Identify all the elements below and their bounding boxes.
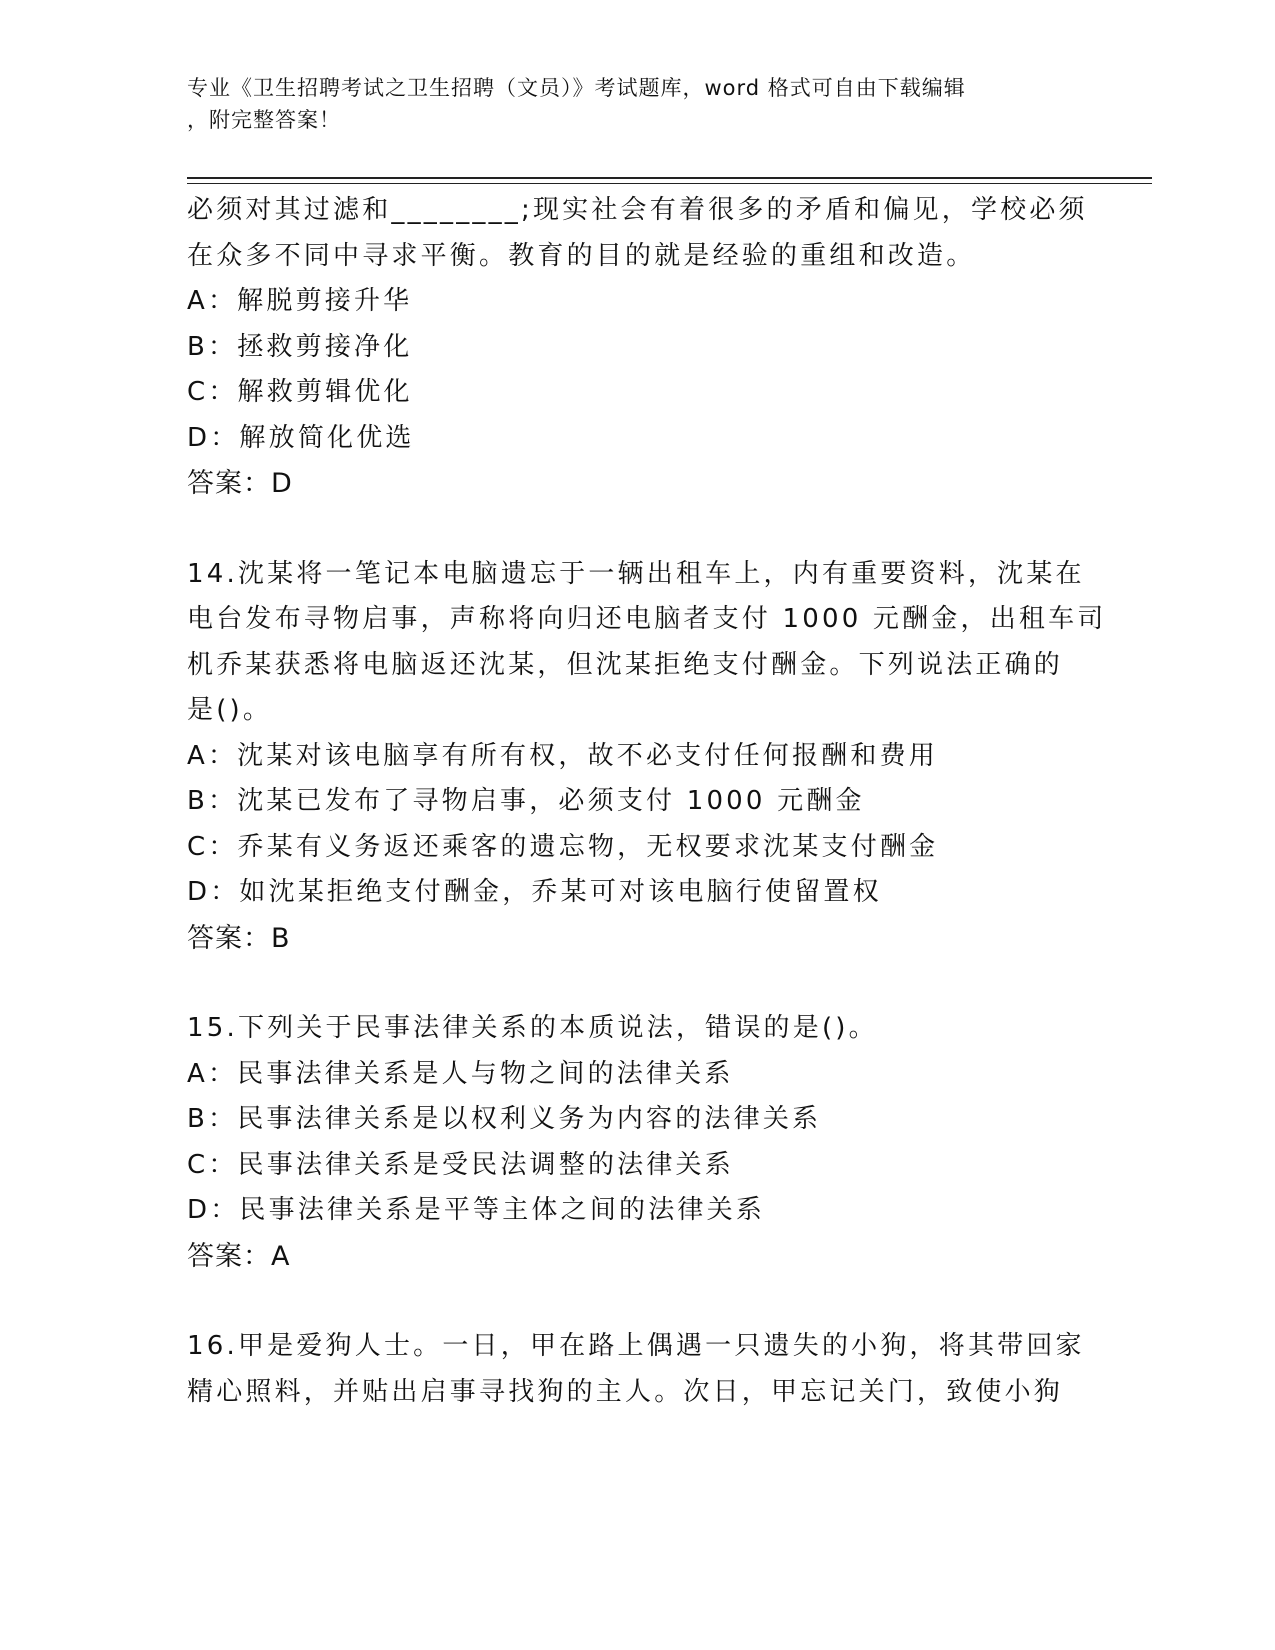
question-stem: 精心照料，并贴出启事寻找狗的主人。次日，甲忘记关门，致使小狗	[187, 1376, 1064, 1407]
question-14	[187, 552, 1107, 962]
option-c: C：民事法律关系是受民法调整的法律关系	[187, 1149, 734, 1180]
question-stem: 15.下列关于民事法律关系的本质说法，错误的是()。	[187, 1013, 878, 1043]
question-15	[187, 1006, 1087, 1279]
question-stem: 14.沈某将一笔记本电脑遗忘于一辆出租车上，内有重要资料，沈某在	[187, 558, 1085, 589]
answer-label: 答案：B	[187, 922, 291, 954]
option-a: A：解脱剪接升华	[187, 286, 413, 316]
spacer	[187, 507, 1087, 552]
question-16	[187, 1324, 1087, 1415]
header-divider-thin	[187, 183, 1152, 184]
header-title-line2: ，附完整答案！	[187, 108, 341, 132]
option-b: B：民事法律关系是以权利义务为内容的法律关系	[187, 1104, 822, 1134]
document-header	[187, 72, 1067, 136]
option-d: D：如沈某拒绝支付酬金，乔某可对该电脑行使留置权	[187, 877, 882, 907]
option-a: A：沈某对该电脑享有所有权，故不必支付任何报酬和费用	[187, 740, 938, 771]
header-title-line1: 专业《卫生招聘考试之卫生招聘（文员）》考试题库，word 格式可自由下载编辑	[187, 76, 966, 100]
header-divider-thick	[187, 177, 1152, 179]
answer-label: 答案：A	[187, 1240, 291, 1272]
question-stem: 是()。	[187, 695, 273, 725]
question-stem: 16.甲是爱狗人士。一日，甲在路上偶遇一只遗失的小狗，将其带回家	[187, 1331, 1085, 1361]
question-13	[187, 188, 1087, 507]
option-b: B：沈某已发布了寻物启事，必须支付 1000 元酬金	[187, 786, 865, 816]
question-stem: 在众多不同中寻求平衡。教育的目的就是经验的重组和改造。	[187, 240, 976, 271]
answer-label: 答案：D	[187, 468, 293, 499]
option-c: C：解救剪辑优化	[187, 377, 413, 407]
spacer	[187, 961, 1087, 1006]
question-stem: 电台发布寻物启事，声称将向归还电脑者支付 1000 元酬金，出租车司	[187, 604, 1107, 634]
question-stem: 必须对其过滤和________;现实社会有着很多的矛盾和偏见，学校必须	[187, 195, 1088, 225]
spacer	[187, 1279, 1087, 1324]
option-c: C：乔某有义务返还乘客的遗忘物，无权要求沈某支付酬金	[187, 831, 939, 862]
option-d: D：民事法律关系是平等主体之间的法律关系	[187, 1195, 766, 1225]
option-a: A：民事法律关系是人与物之间的法律关系	[187, 1058, 734, 1089]
option-d: D：解放简化优选	[187, 422, 415, 453]
option-b: B：拯救剪接净化	[187, 331, 413, 362]
question-list	[187, 188, 1107, 1415]
question-stem: 机乔某获悉将电脑返还沈某，但沈某拒绝支付酬金。下列说法正确的	[187, 649, 1064, 680]
